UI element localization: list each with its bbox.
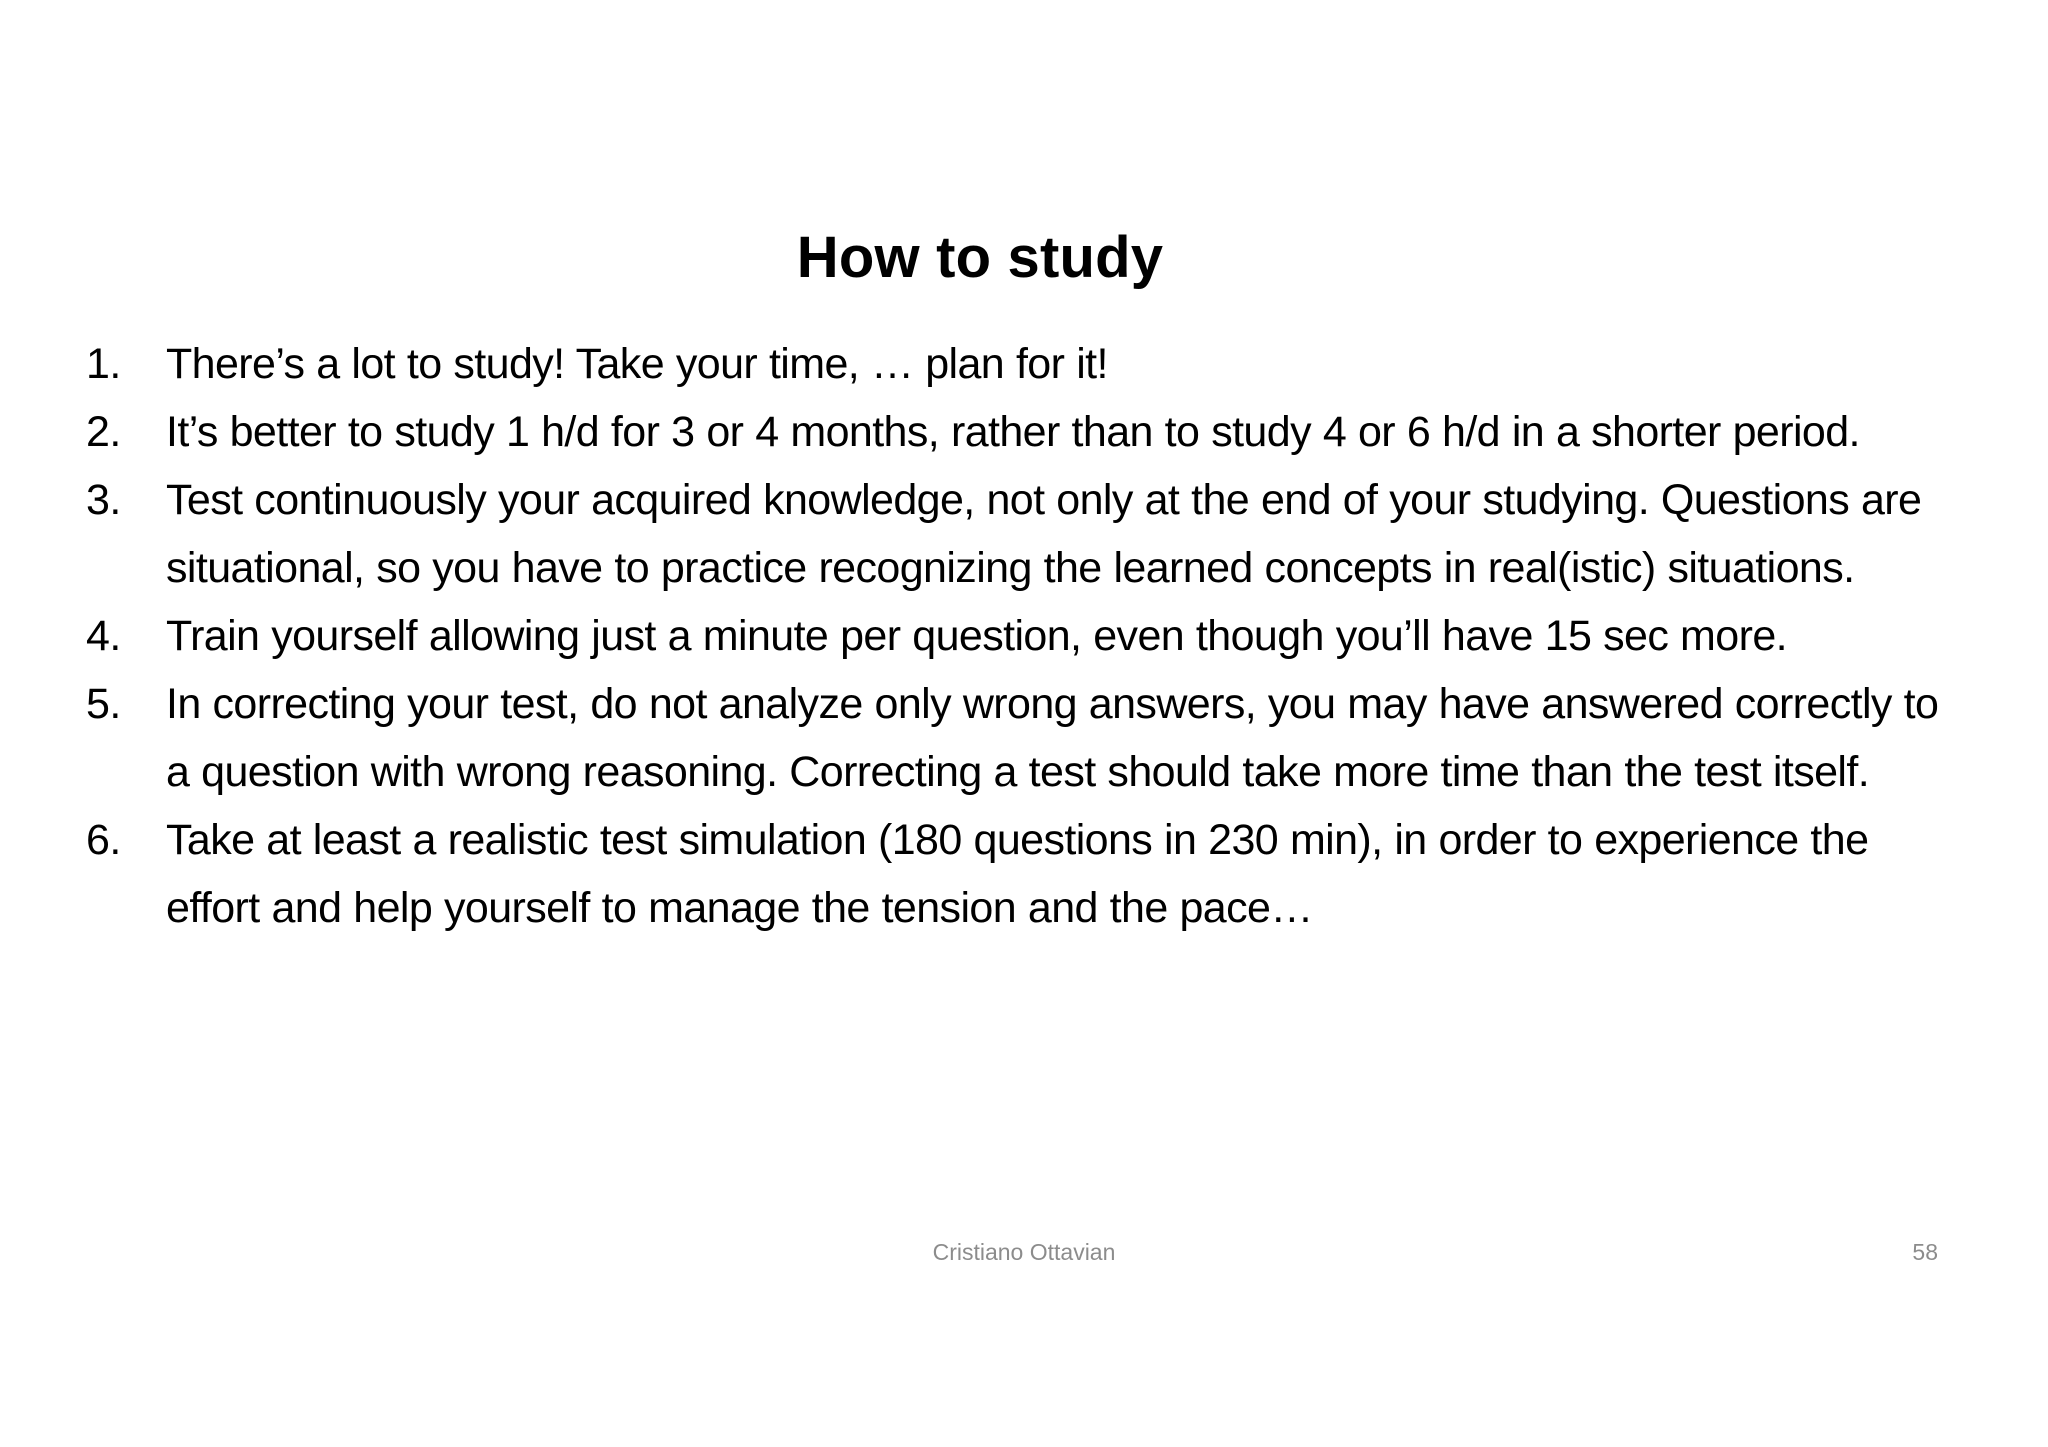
list-item: [86, 602, 1966, 670]
footer-author: Cristiano Ottavian: [932, 1239, 1116, 1265]
slide-title: How to study: [796, 225, 1164, 290]
list-item-text: Take at least a realistic test simulation (180 questions in 230 min), in order to experience the effort and help yourself to manage the tension and the pace…: [166, 816, 1869, 932]
list-item-number: 6.: [86, 816, 121, 864]
list-item-text: It’s better to study 1 h/d for 3 or 4 months, rather than to study 4 or 6 h/d in a shorter period.: [166, 408, 1860, 456]
list-item-number: 2.: [86, 408, 121, 456]
page-number: 58: [1912, 1239, 1938, 1265]
list-item-text: Train yourself allowing just a minute per question, even though you’ll have 15 sec more.: [166, 612, 1787, 660]
list-item: [86, 806, 1966, 942]
list-item-number: 1.: [86, 340, 121, 388]
list-item: [86, 330, 1966, 398]
list-item-number: 5.: [86, 680, 121, 728]
list-item-text: Test continuously your acquired knowledge, not only at the end of your studying. Questions are situational, so you have to practice recognizing the learned concepts in real(istic) situations.: [166, 476, 1922, 592]
list-item: [86, 466, 1966, 602]
list-item: [86, 670, 1966, 806]
list-item: [86, 398, 1966, 466]
list-item-number: 3.: [86, 476, 121, 524]
study-tips-list: [86, 330, 1966, 942]
list-item-text: There’s a lot to study! Take your time, … plan for it!: [166, 340, 1108, 388]
list-item-text: In correcting your test, do not analyze only wrong answers, you may have answered correctly to a question with wrong reasoning. Correcting a test should take more time than the test itself.: [166, 680, 1939, 796]
list-item-number: 4.: [86, 612, 121, 660]
